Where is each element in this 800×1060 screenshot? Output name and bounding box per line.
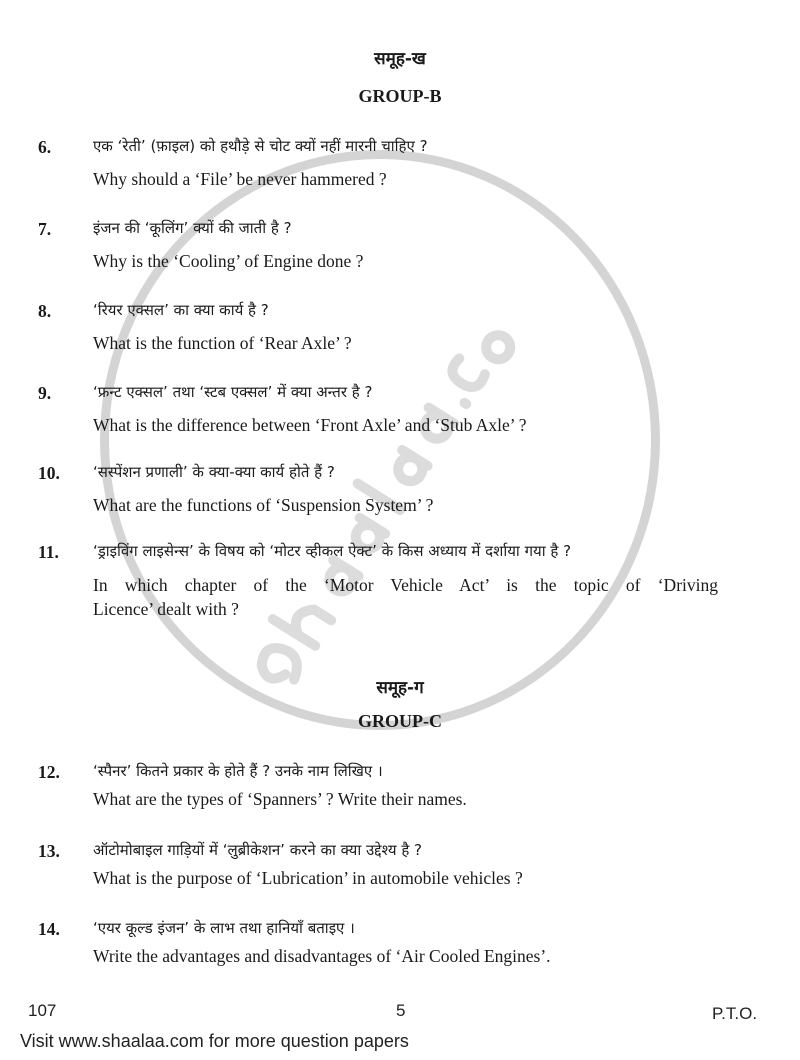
question-english: What is the function of ‘Rear Axle’ ? (93, 333, 352, 353)
question-number: 10. (38, 463, 60, 483)
question-number: 12. (38, 762, 60, 782)
question-number: 6. (38, 137, 52, 157)
question-number: 11. (38, 542, 59, 562)
question-hindi: ‘फ्रन्ट एक्सल’ तथा ‘स्टब एक्सल’ में क्या अन्तर है ? (93, 383, 373, 401)
group-c-heading: GROUP-C (358, 711, 442, 731)
pto-label: P.T.O. (712, 1004, 758, 1023)
group-b-heading: GROUP-B (358, 86, 442, 106)
question-english: Why is the ‘Cooling’ of Engine done ? (93, 251, 364, 271)
group-b-hindi-heading: समूह-ख (374, 49, 426, 69)
question-hindi: ‘सस्पेंशन प्रणाली’ के क्या-क्या कार्य होते हैं ? (93, 463, 335, 481)
question-number: 14. (38, 919, 60, 939)
question-hindi: ऑटोमोबाइल गाड़ियों में ‘लुब्रीकेशन’ करने का क्या उद्देश्य है ? (93, 841, 423, 859)
visit-link[interactable]: Visit www.shaalaa.com for more question papers (20, 1031, 409, 1051)
question-number: 7. (38, 219, 52, 239)
group-c-hindi-heading: समूह-ग (376, 678, 424, 698)
question-hindi: ‘ड्राइविंग लाइसेन्स’ के विषय को ‘मोटर व्हीकल ऐक्ट’ के किस अध्याय में दर्शाया गया है ? (93, 542, 572, 560)
question-english: What is the difference between ‘Front Axle’ and ‘Stub Axle’ ? (93, 415, 527, 435)
question-hindi: एक ‘रेती’ (फ़ाइल) को हथौड़े से चोट क्यों नहीं मारनी चाहिए ? (93, 137, 428, 155)
question-number: 8. (38, 301, 52, 321)
question-hindi: ‘स्पैनर’ कितने प्रकार के होते हैं ? उनके नाम लिखिए । (93, 762, 383, 780)
question-english: What is the purpose of ‘Lubrication’ in automobile vehicles ? (93, 868, 523, 888)
question-hindi: ‘एयर कूल्ड इंजन’ के लाभ तथा हानियाँ बताइए । (93, 919, 355, 937)
paper-code: 107 (28, 1001, 57, 1020)
question-english-cont: Licence’ dealt with ? (93, 599, 239, 619)
question-number: 9. (38, 383, 52, 403)
question-english: Write the advantages and disadvantages of ‘Air Cooled Engines’. (93, 946, 551, 966)
question-number: 13. (38, 841, 60, 861)
question-hindi: इंजन की ‘कूलिंग’ क्यों की जाती है ? (93, 219, 292, 237)
question-english: Why should a ‘File’ be never hammered ? (93, 169, 387, 189)
page-number: 5 (396, 1001, 406, 1020)
question-english: What are the types of ‘Spanners’ ? Write their names. (93, 789, 467, 809)
question-english: What are the functions of ‘Suspension System’ ? (93, 495, 434, 515)
question-english: In which chapter of the ‘Motor Vehicle Act’ is the topic of ‘Driving (93, 575, 718, 595)
question-hindi: ‘रियर एक्सल’ का क्या कार्य है ? (93, 301, 269, 319)
